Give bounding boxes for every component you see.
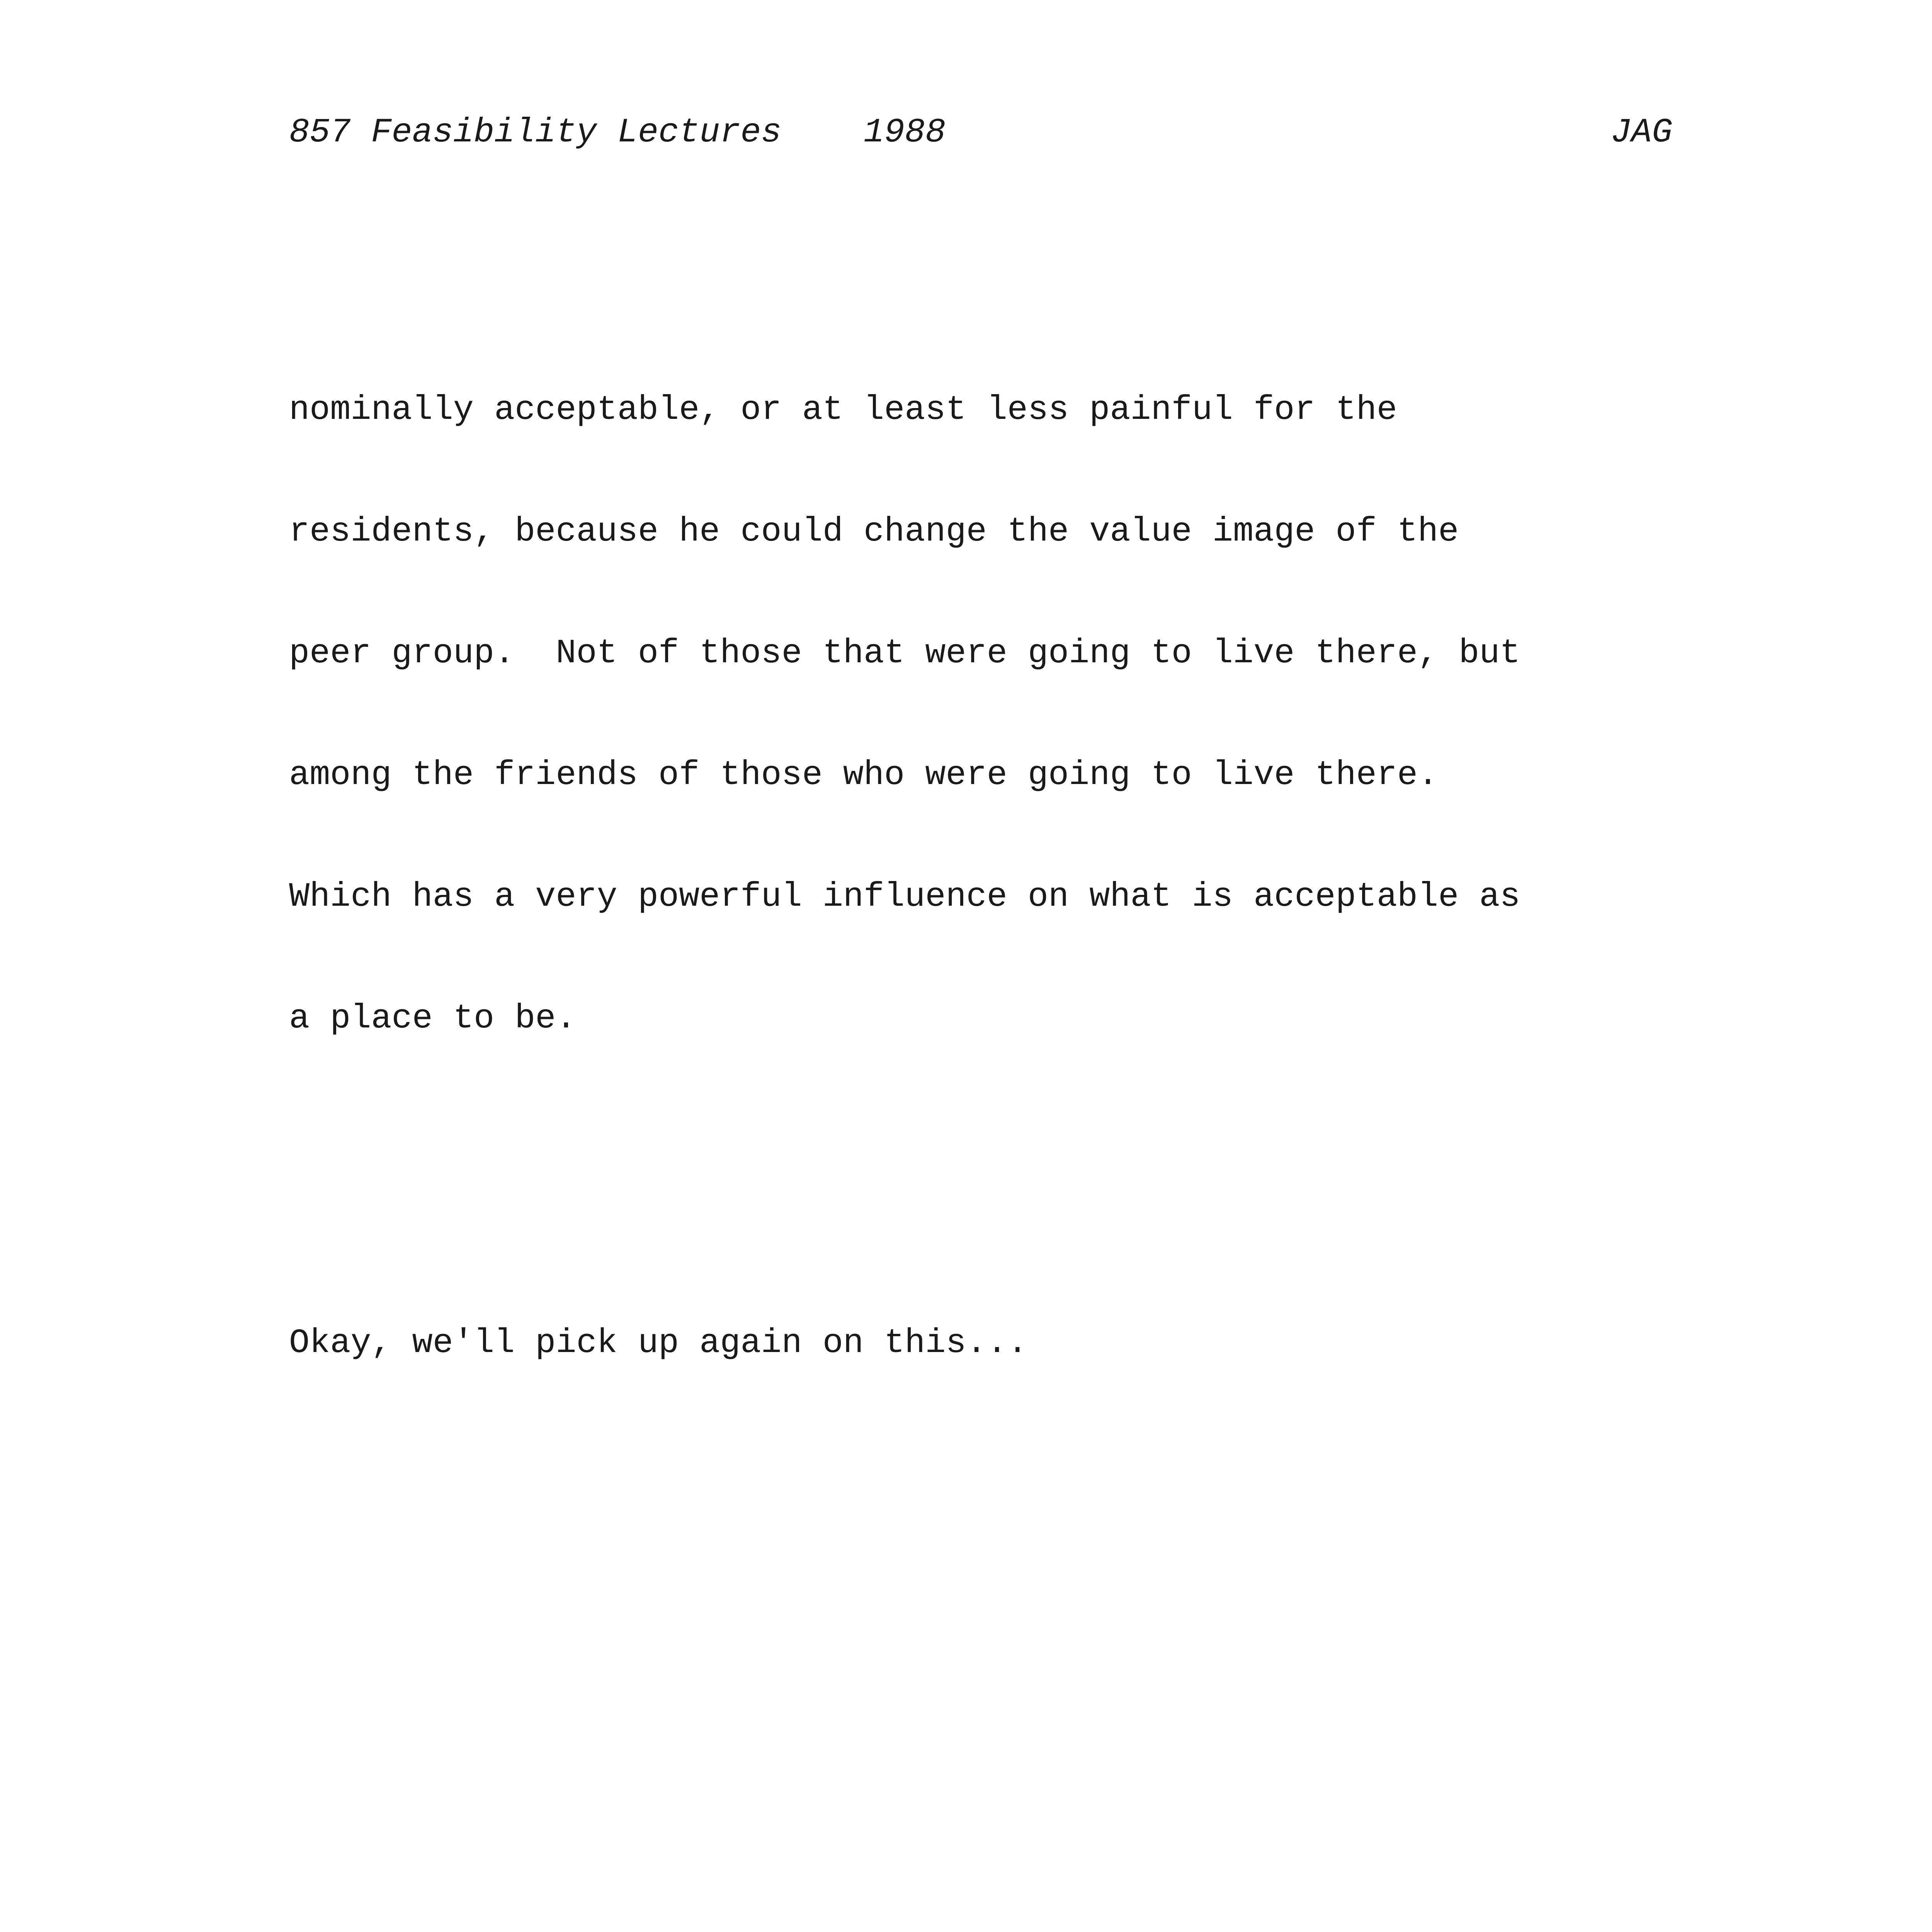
header-title: 857 Feasibility Lectures 1988 xyxy=(289,113,946,152)
running-header xyxy=(289,112,1672,153)
closing-line: Okay, we'll pick up again on this... xyxy=(289,1323,1028,1362)
paragraph-continued xyxy=(289,308,1680,1120)
document-body xyxy=(289,227,1680,1932)
text-line: peer group. Not of those that were going to live there, but xyxy=(289,634,1520,673)
text-line: Which has a very powerful influence on what is acceptable as xyxy=(289,877,1520,916)
header-author-initials: JAG xyxy=(1611,113,1672,152)
text-line: a place to be. xyxy=(289,999,577,1038)
text-line: among the friends of those who were going to live there. xyxy=(289,755,1439,794)
text-line: residents, because he could change the value image of the xyxy=(289,512,1459,551)
text-line: nominally acceptable, or at least less painful for the xyxy=(289,390,1397,429)
